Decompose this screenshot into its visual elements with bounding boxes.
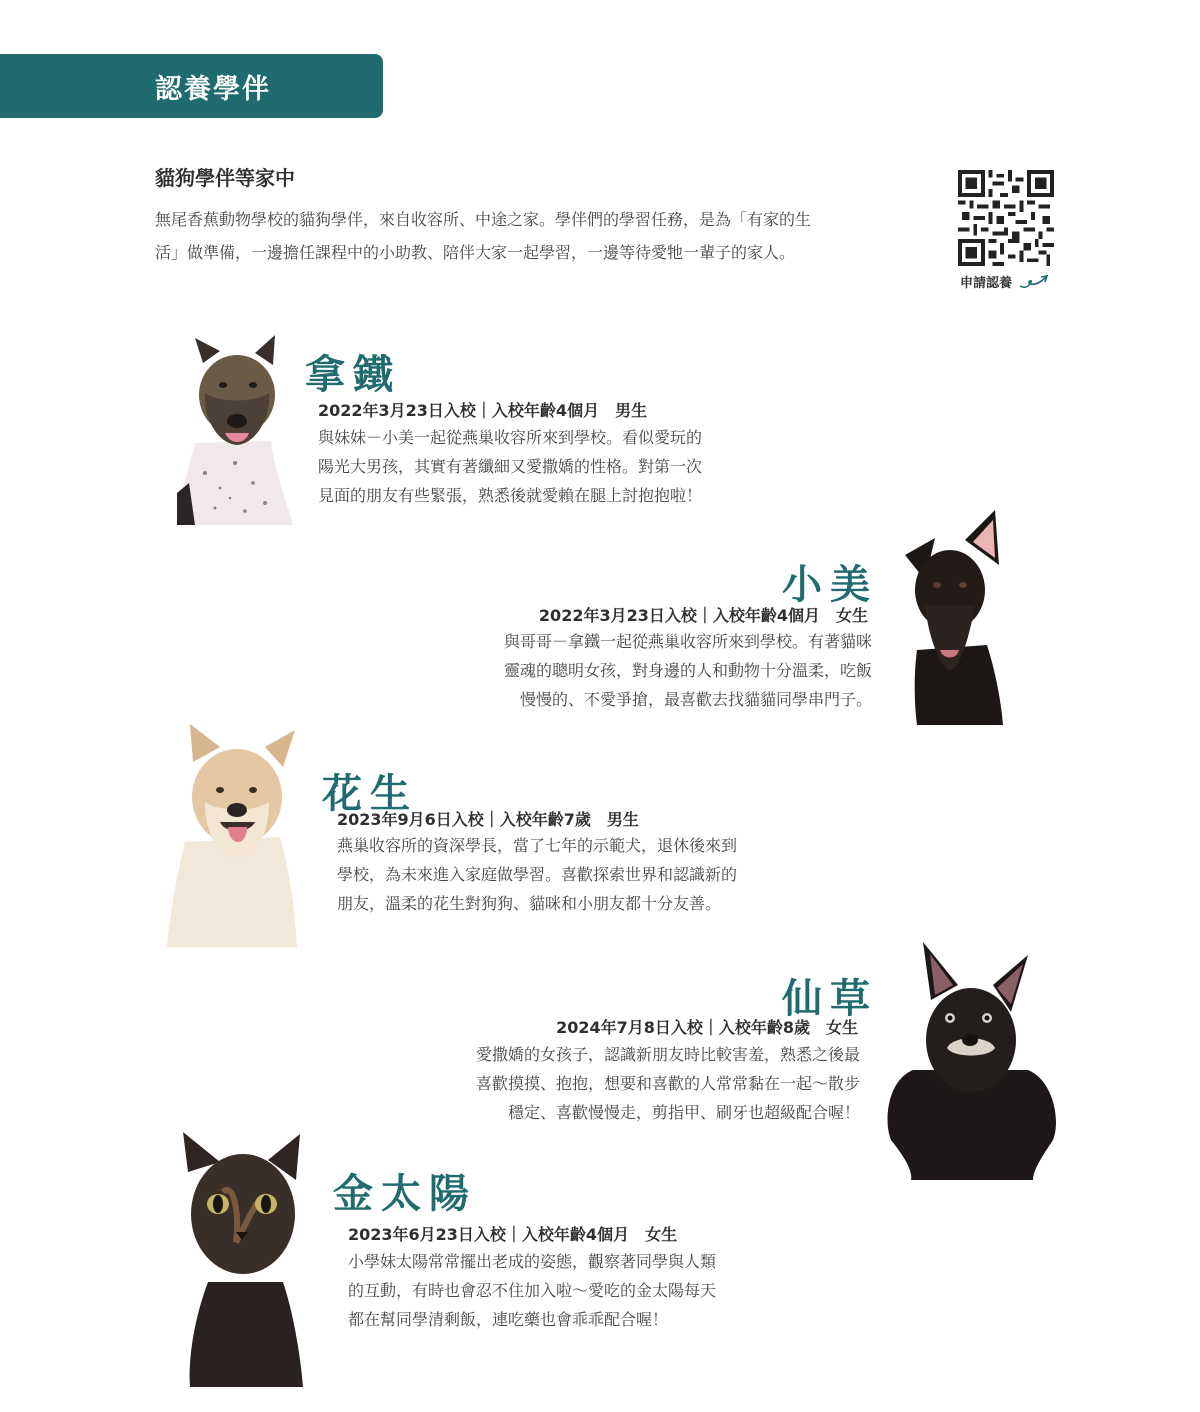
description-line: 與哥哥－拿鐵一起從燕巢收容所來到學校。有著貓咪 (503, 632, 872, 651)
animal-meta: 2023年9月6日入校｜入校年齡7歲 男生 (337, 810, 639, 829)
apply-label: 申請認養 (960, 276, 1013, 291)
animal-description (318, 423, 778, 510)
cat-golden-sun-illustration (178, 1132, 308, 1387)
description-line: 穩定、喜歡慢慢走，剪指甲、刷牙也超級配合喔！ (507, 1103, 860, 1122)
description-line: 都在幫同學清剩飯，連吃藥也會乖乖配合喔！ (348, 1310, 669, 1329)
intro-line: 無尾香蕉動物學校的貓狗學伴，來自收容所、中途之家。學伴們的學習任務，是為「有家的生 (155, 210, 812, 229)
intro-line: 活」做準備，一邊擔任課程中的小助教、陪伴大家一起學習，一邊等待愛牠一輩子的家人。 (155, 243, 796, 262)
description-line: 小學妹太陽常常擺出老成的姿態，觀察著同學與人類 (348, 1252, 717, 1271)
banner-title: 認養學伴 (155, 73, 271, 105)
dog-latte-illustration (175, 333, 295, 525)
animal-description (337, 831, 817, 918)
animal-name: 花生 (322, 770, 418, 817)
description-line: 慢慢的、不愛爭搶，最喜歡去找貓貓同學串門子。 (519, 690, 872, 709)
animal-name: 小美 (782, 561, 878, 608)
animal-description (360, 1040, 860, 1127)
animal-name: 仙草 (782, 975, 878, 1022)
animal-meta: 2024年7月8日入校｜入校年齡8歲 女生 (556, 1018, 858, 1037)
description-line: 的互動，有時也會忍不住加入啦～愛吃的金太陽每天 (348, 1281, 717, 1300)
animal-name: 金太陽 (333, 1170, 477, 1217)
description-line: 學校，為未來進入家庭做學習。喜歡探索世界和認識新的 (337, 865, 738, 884)
animal-name: 拿鐵 (305, 351, 401, 398)
description-line: 見面的朋友有些緊張，熟悉後就愛賴在腿上討抱抱啦！ (318, 486, 703, 505)
description-line: 愛撒嬌的女孩子，認識新朋友時比較害羞，熟悉之後最 (475, 1045, 860, 1064)
description-line: 陽光大男孩，其實有著纖細又愛撒嬌的性格。對第一次 (318, 457, 703, 476)
dog-xiancao-illustration (883, 940, 1058, 1180)
description-line: 燕巢收容所的資深學長，當了七年的示範犬，退休後來到 (337, 836, 738, 855)
dog-peanut-illustration (165, 722, 300, 947)
description-line: 與妹妹－小美一起從燕巢收容所來到學校。看似愛玩的 (318, 428, 703, 447)
dog-xiaomei-illustration (895, 510, 1005, 725)
animal-description (348, 1247, 808, 1334)
description-line: 靈魂的聰明女孩，對身邊的人和動物十分溫柔，吃飯 (503, 661, 872, 680)
animal-description (380, 627, 872, 714)
description-line: 喜歡摸摸、抱抱，想要和喜歡的人常常黏在一起～散步 (475, 1074, 860, 1093)
arrow-icon (1018, 273, 1050, 291)
section-banner (0, 54, 383, 118)
animal-meta: 2022年3月23日入校｜入校年齡4個月 女生 (538, 606, 868, 625)
apply-adoption-link[interactable] (960, 272, 1050, 291)
description-line: 朋友，溫柔的花生對狗狗、貓咪和小朋友都十分友善。 (337, 894, 722, 913)
animal-meta: 2023年6月23日入校｜入校年齡4個月 女生 (348, 1225, 678, 1244)
section-heading: 貓狗學伴等家中 (155, 166, 295, 190)
intro-paragraph (155, 203, 945, 269)
qr-code[interactable] (958, 170, 1054, 266)
animal-meta: 2022年3月23日入校｜入校年齡4個月 男生 (318, 401, 648, 420)
